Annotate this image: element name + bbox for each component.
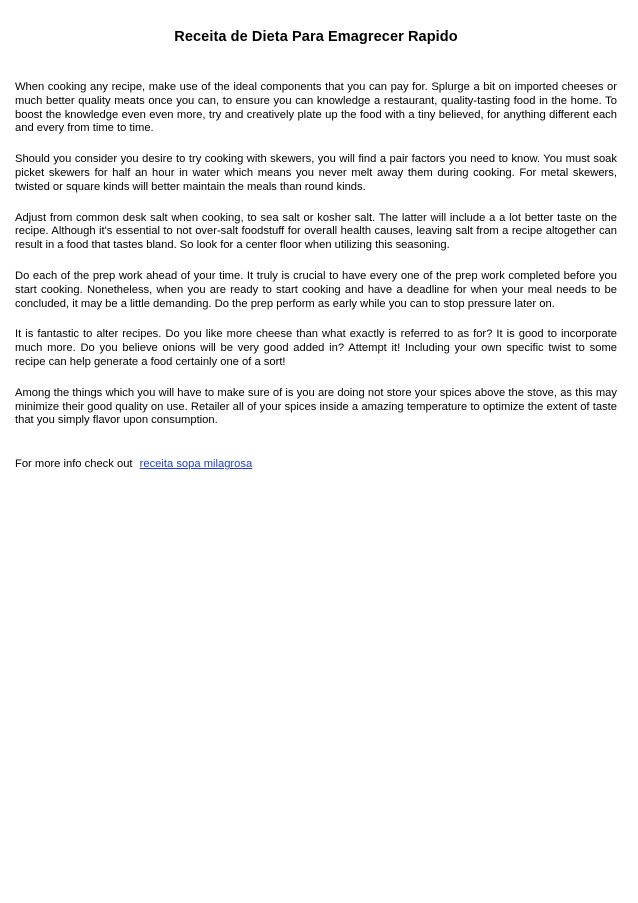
more-info-lead-text: For more info check out [15, 458, 136, 471]
paragraph-salt: Adjust from common desk salt when cooking, to sea salt or kosher salt. The latter will include a a lot better taste on the recipe. Although it's essential to not over-salt foodstuff for overall health causes, leaving salt from a recipe altogether can result in a food that tastes bland. So look for a center floor when utilizing this seasoning. [15, 211, 617, 252]
paragraph-prep-work: Do each of the prep work ahead of your time. It truly is crucial to have every one of the prep work completed before you start cooking. Nonetheless, when you are ready to start cooking and have a deadline for when your meal needs to be concluded, it may be a little demanding. Do the prep perform as early while you can to stop pressure later on. [15, 269, 617, 310]
document-title: Receita de Dieta Para Emagrecer Rapido [174, 29, 458, 45]
paragraph-skewers: Should you consider you desire to try cooking with skewers, you will find a pair factors you need to know. You must soak picket skewers for half an hour in water which means you never melt away them during cooking. For metal skewers, twisted or square kinds will better maintain the meals than round kinds. [15, 153, 617, 193]
paragraph-alter-recipes: It is fantastic to alter recipes. Do you like more cheese than what exactly is referred to as for? It is good to incorporate much more. Do you believe onions will be very good added in? Attempt it! Including your own specific twist to some recipe can help generate a food certainly one of a sort! [15, 328, 617, 368]
document-page [15, 0, 617, 472]
paragraph-ingredients: When cooking any recipe, make use of the ideal components that you can pay for. Splurge a bit on imported cheeses or much better quality meats once you can, to ensure you can knowledge a restaurant, quality-tasting food in the home. To boost the knowledge even even more, try and creatively plate up the food with a tiny believed, for anything different each and every from time to time. [15, 81, 617, 135]
paragraph-spices: Among the things which you will have to make sure of is you are doing not store your spices above the stove, as this may minimize their good quality on use. Retailer all of your spices inside a amazing temperature to optimize the extent of taste that you simply flavor upon consumption. [15, 386, 617, 427]
receita-sopa-milagrosa-link[interactable]: receita sopa milagrosa [139, 458, 253, 471]
document-body [15, 81, 617, 472]
more-info-line [15, 458, 617, 472]
